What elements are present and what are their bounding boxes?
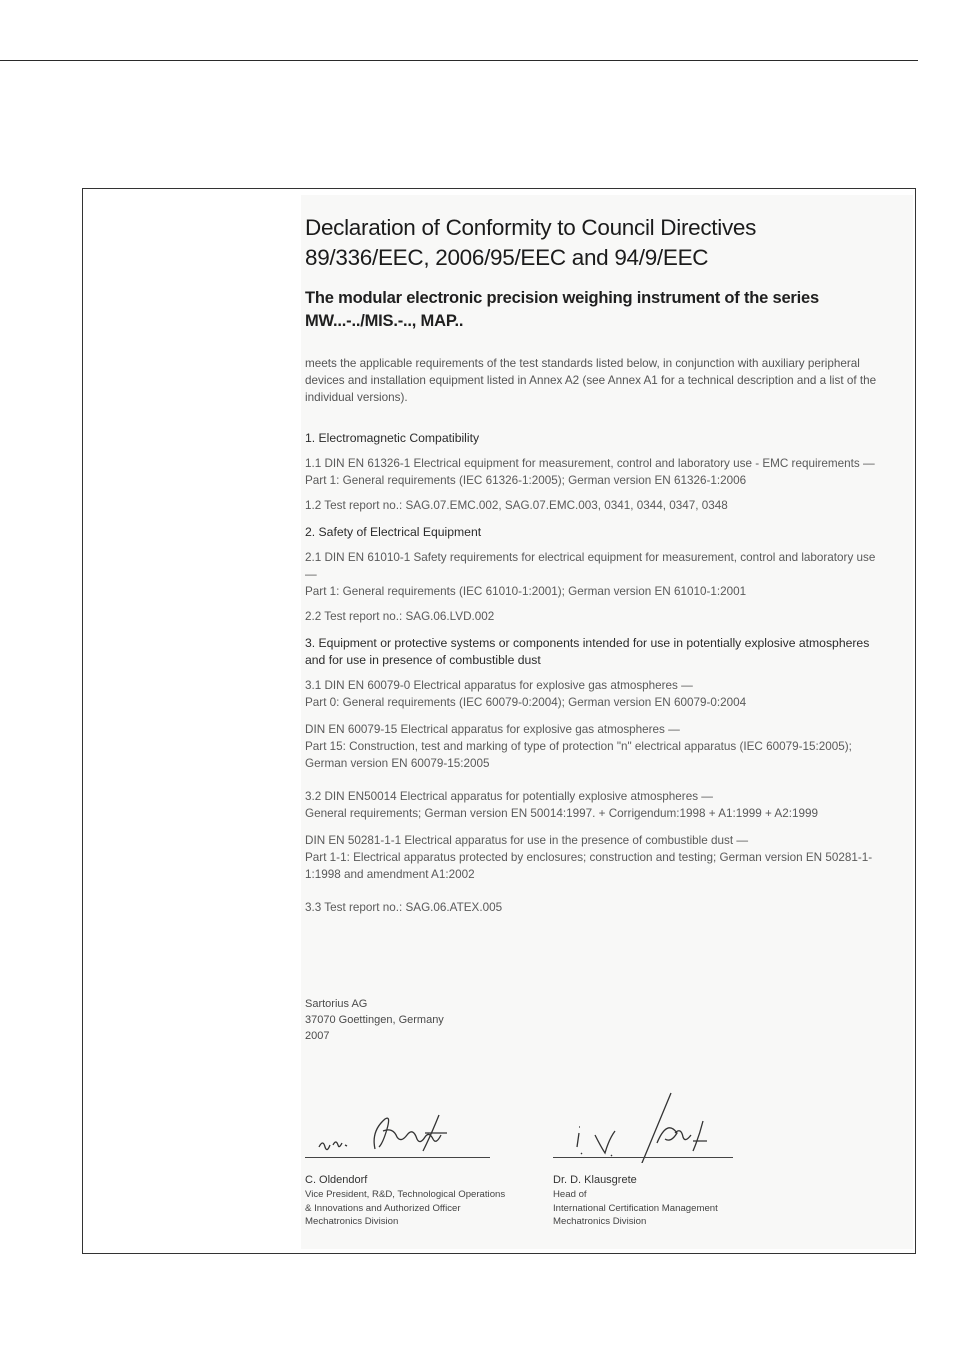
section-paragraph: 1.1 DIN EN 61326-1 Electrical equipment for measurement, control and laboratory use - EMC requirements —: [305, 457, 875, 470]
instrument-series: [305, 287, 890, 333]
company-name: Sartorius AG: [305, 998, 368, 1010]
signatory-details: [553, 1173, 813, 1229]
section-paragraph: General requirements; German version EN 50014:1997. + Corrigendum:1998 + A1:1999 + A2:1999: [305, 807, 818, 820]
signature-line: [553, 1157, 733, 1158]
section-paragraph: DIN EN 60079-15 Electrical apparatus for explosive gas atmospheres —: [305, 723, 680, 736]
header-rule: [0, 60, 918, 61]
section-paragraph: 3.3 Test report no.: SAG.06.ATEX.005: [305, 901, 503, 914]
handwritten-signature-oldendorf: [305, 1105, 495, 1161]
section-paragraph: 3.2 DIN EN50014 Electrical apparatus for potentially explosive atmospheres —: [305, 790, 713, 803]
signatory-title: Vice President, R&D, Technological Operations: [305, 1189, 506, 1200]
intro-paragraph: meets the applicable requirements of the test standards listed below, in conjunction with auxiliary peripheral devices and installation equipment listed in Annex A2 (see Annex A1 for a technical description and a list of the individual versions).: [305, 357, 877, 404]
section-paragraph: Part 1-1: Electrical apparatus protected by enclosures; construction and testing; German version EN 50281-1-1:1998 and amendment A1:2002: [305, 851, 873, 881]
handwritten-signature-klausgrete: [553, 1083, 743, 1163]
section-paragraph: 2.2 Test report no.: SAG.06.LVD.002: [305, 610, 495, 623]
section-heading-emc: 1. Electromagnetic Compatibility: [305, 431, 480, 445]
title-line-2: 89/336/EEC, 2006/95/EEC and 94/9/EEC: [305, 245, 709, 270]
company-address: [305, 996, 605, 1044]
signatory-details: [305, 1173, 565, 1229]
section-paragraph: Part 15: Construction, test and marking of type of protection "n" electrical apparatus (IEC 60079-15:2005); German version EN 60079-15:2005: [305, 740, 852, 770]
section-paragraph: DIN EN 50281-1-1 Electrical apparatus for use in the presence of combustible dust —: [305, 834, 749, 847]
section-paragraph: Part 0: General requirements (IEC 60079-0:2004); German version EN 60079-0:2004: [305, 696, 747, 709]
section-paragraph: 3.1 DIN EN 60079-0 Electrical apparatus for explosive gas atmospheres —: [305, 679, 693, 692]
section-paragraph: 2.1 DIN EN 61010-1 Safety requirements for electrical equipment for measurement, control and laboratory use —: [305, 551, 876, 581]
signatory-title: Mechatronics Division: [553, 1216, 647, 1227]
signatory-title: Head of: [553, 1189, 587, 1200]
section-paragraph: Part 1: General requirements (IEC 61326-1:2005); German version EN 61326-1:2006: [305, 474, 747, 487]
subtitle-line-1: The modular electronic precision weighing instrument of the series: [305, 289, 819, 307]
company-city: 37070 Goettingen, Germany: [305, 1014, 444, 1026]
section-paragraph: 1.2 Test report no.: SAG.07.EMC.002, SAG.07.EMC.003, 0341, 0344, 0347, 0348: [305, 499, 728, 512]
signatory-name: Dr. D. Klausgrete: [553, 1174, 637, 1186]
title-line-1: Declaration of Conformity to Council Directives: [305, 215, 757, 240]
signatory-title: & Innovations and Authorized Officer: [305, 1202, 461, 1214]
subtitle-line-2: MW...-../MIS.-.., MAP..: [305, 312, 464, 330]
declaration-year: 2007: [305, 1030, 330, 1042]
signatory-title: International Certification Management: [553, 1202, 718, 1214]
signatory-title: Mechatronics Division: [305, 1216, 399, 1227]
certificate-title: [305, 213, 890, 273]
section-heading-atex: 3. Equipment or protective systems or components intended for use in potentially explosive atmospheres and for use in presence of combustible dust: [305, 636, 870, 667]
signatory-name: C. Oldendorf: [305, 1174, 368, 1186]
section-heading-safety: 2. Safety of Electrical Equipment: [305, 525, 482, 539]
certificate-content: [305, 213, 890, 916]
signature-line: [305, 1157, 490, 1158]
section-paragraph: Part 1: General requirements (IEC 61010-1:2001); German version EN 61010-1:2001: [305, 585, 747, 598]
certificate-frame: [82, 188, 916, 1254]
